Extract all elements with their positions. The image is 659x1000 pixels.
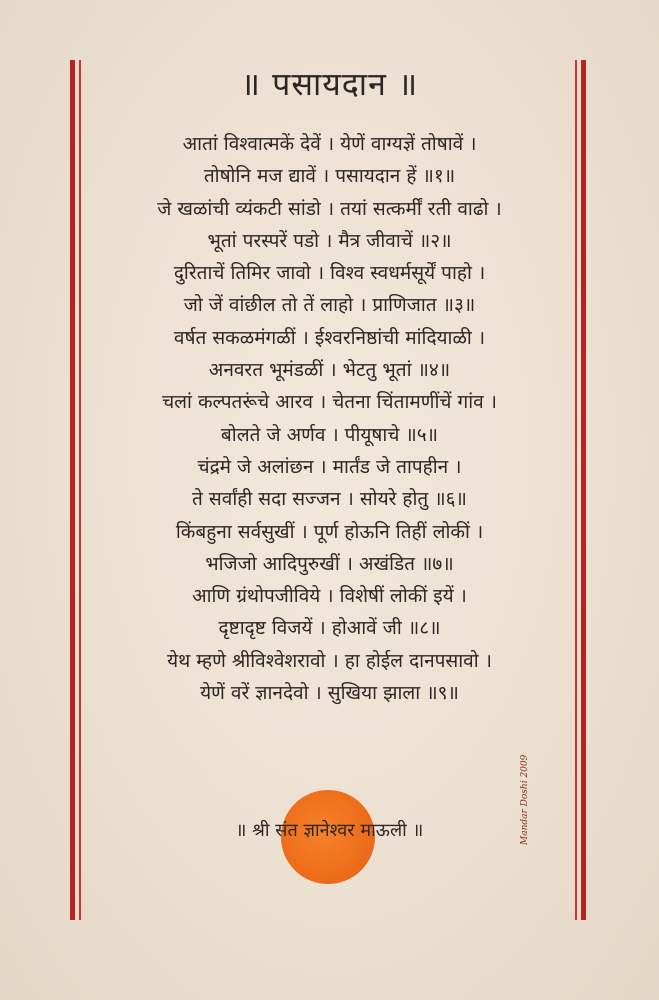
left-border-thick-line	[70, 60, 75, 920]
right-border-thin-line	[575, 60, 577, 920]
verse-list	[96, 128, 563, 709]
poem-title: ॥ पसायदान ॥	[240, 65, 419, 103]
artist-signature: Mandar Doshi 2009	[520, 754, 530, 845]
left-red-border	[70, 60, 84, 920]
verse-line: आतां विश्वात्मकें देवें । येणें वाग्यज्ञें तोषावें ।	[182, 133, 477, 155]
verse-line: येथ म्हणे श्रीविश्वेशरावो । हा होईल दानपसावो ।	[167, 649, 492, 672]
left-border-thin-line	[79, 60, 81, 920]
attribution-line: ॥ श्री संत ज्ञानेश्वर माऊली ॥	[235, 820, 424, 841]
verse-line: भूतां परस्परें पडो । मैत्र जीवाचें ॥२॥	[207, 229, 452, 252]
verse-line: चलां कल्पतरूंचे आरव । चेतना चिंतामणींचें गांव ।	[162, 391, 497, 414]
verse-line: तोषोनि मज द्यावें । पसायदान हें ॥१॥	[203, 165, 456, 188]
verse-line: चंद्रमे जे अलांछन । मार्तंड जे तापहीन ।	[197, 455, 462, 478]
verse-line: दृष्टादृष्ट विजयें । होआवें जी ॥८॥	[218, 617, 441, 640]
verse-line: ते सर्वांही सदा सज्जन । सोयरे होतु ॥६॥	[192, 488, 467, 511]
verse-line: बोलते जे अर्णव । पीयूषाचे ॥५॥	[220, 423, 439, 446]
verse-line: जे खळांची व्यंकटी सांडो । तयां सत्कर्मीं रती वाढो ।	[157, 197, 502, 220]
verse-line: येणें वरें ज्ञानदेवो । सुखिया झाला ॥९॥	[200, 682, 459, 705]
verse-line: आणि ग्रंथोपजीविये । विशेषीं लोकीं इयें ।	[192, 585, 467, 608]
right-border-thick-line	[581, 60, 586, 920]
verse-line: अनवरत भूमंडळीं । भेटतु भूतां ॥४॥	[208, 359, 451, 382]
verse-line: जो जें वांछील तो तें लाहो । प्राणिजात ॥३॥	[183, 294, 476, 317]
verse-line: किंबहुना सर्वसुखीं । पूर्ण होऊनि तिहीं लोकीं ।	[175, 520, 484, 543]
verse-line: भजिजो आदिपुरुखीं । अखंडित ॥७॥	[205, 552, 454, 575]
verse-line: दुरिताचें तिमिर जावो । विश्व स्वधर्मसूर्यें पाहो ।	[173, 262, 486, 285]
right-red-border	[574, 60, 588, 920]
verse-line: वर्षत सकळमंगळीं । ईश्वरनिष्ठांची मांदियाळी ।	[173, 326, 486, 349]
